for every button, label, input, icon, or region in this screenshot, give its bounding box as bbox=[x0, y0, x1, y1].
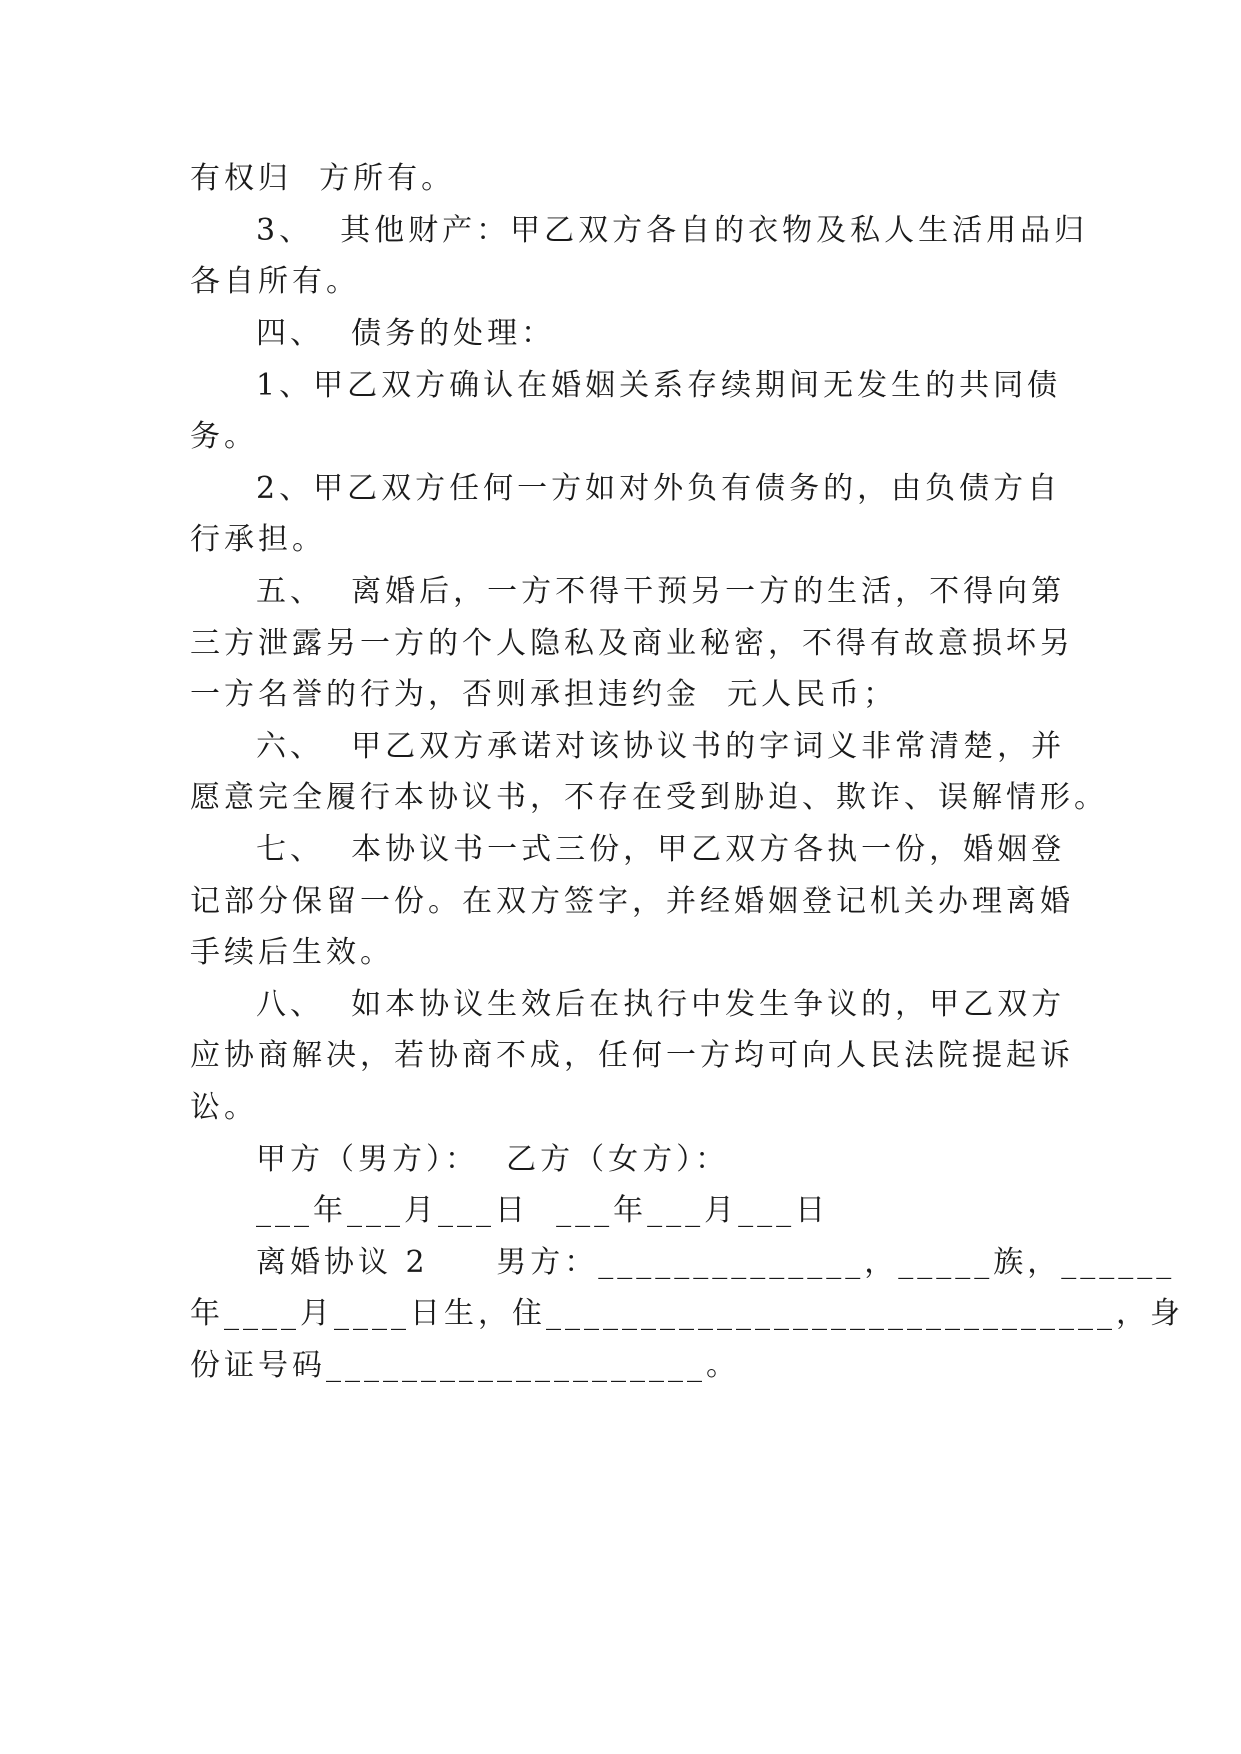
text-line: 一方名誉的行为，否则承担违约金 元人民币； bbox=[190, 677, 898, 712]
text-line: 四、 债务的处理： bbox=[256, 316, 556, 351]
text-line: 3、 其他财产：甲乙双方各自的衣物及私人生活用品归 bbox=[256, 213, 1089, 248]
text-line: 三方泄露另一方的个人隐私及商业秘密，不得有故意损坏另 bbox=[190, 626, 1074, 661]
text-line: 份证号码____________________。 bbox=[190, 1348, 740, 1383]
text-line: 八、 如本协议生效后在执行中发生争议的，甲乙双方 bbox=[256, 987, 1066, 1022]
text-line: 1、甲乙双方确认在婚姻关系存续期间无发生的共同债 bbox=[256, 368, 1062, 403]
text-line: 各自所有。 bbox=[190, 264, 360, 299]
text-line: 年____月____日生，住______________________________，身 bbox=[190, 1296, 1184, 1331]
text-line: 有权归 方所有。 bbox=[190, 161, 456, 196]
text-line: 六、 甲乙双方承诺对该协议书的字词义非常清楚，并 bbox=[256, 729, 1066, 764]
text-line: 务。 bbox=[190, 419, 258, 454]
signature-dates: ___年___月___日 ___年___月___日 bbox=[256, 1193, 830, 1228]
text-line: 五、 离婚后，一方不得干预另一方的生活，不得向第 bbox=[256, 574, 1066, 609]
text-line: 记部分保留一份。在双方签字，并经婚姻登记机关办理离婚 bbox=[190, 884, 1074, 919]
text-line: 手续后生效。 bbox=[190, 935, 394, 970]
text-line: 2、甲乙双方任何一方如对外负有债务的，由负债方自 bbox=[256, 471, 1062, 506]
text-line: 七、 本协议书一式三份，甲乙双方各执一份，婚姻登 bbox=[256, 832, 1066, 867]
text-line: 讼。 bbox=[190, 1090, 258, 1125]
signature-parties: 甲方（男方）： 乙方（女方）： bbox=[256, 1142, 730, 1177]
text-line: 行承担。 bbox=[190, 522, 326, 557]
text-line: 应协商解决，若协商不成，任何一方均可向人民法院提起诉 bbox=[190, 1038, 1074, 1073]
text-line: 愿意完全履行本协议书，不存在受到胁迫、欺诈、误解情形。 bbox=[190, 780, 1108, 815]
text-line: 离婚协议 2 男方：______________，_____族，______ bbox=[256, 1245, 1176, 1280]
